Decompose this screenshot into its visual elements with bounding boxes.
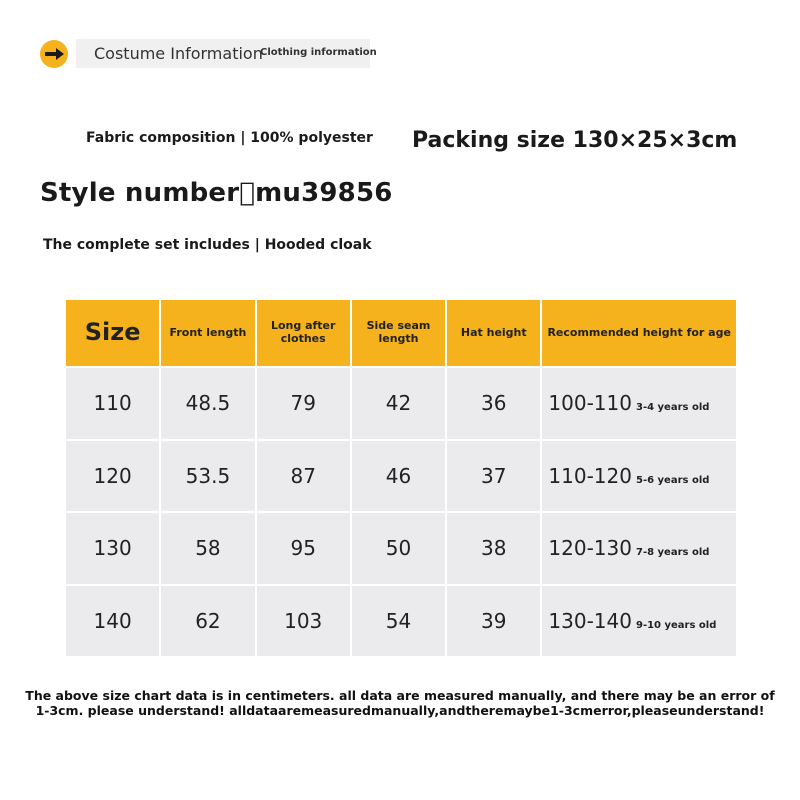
table-row: [66, 513, 736, 584]
measurement-note: The above size chart data is in centimeters. all data are measured manually, and there may be an error of 1-3cm. please understand! alldataaremeasuredmanually,andtheremaybe1-3cmerror,pleaseunderstand!: [25, 688, 775, 718]
column-header: Hat height: [447, 300, 540, 366]
side-seam-cell: 50: [352, 513, 445, 584]
height-range: 100-110: [548, 391, 632, 416]
table-row: [66, 586, 736, 657]
age-range: 9-10 years old: [635, 619, 717, 631]
section-title: Costume Information: [94, 44, 263, 63]
hat-height-cell: 39: [447, 586, 540, 657]
front-length-cell: 48.5: [161, 368, 254, 439]
long-after-cell: 95: [257, 513, 350, 584]
recommended-cell: [542, 513, 736, 584]
table-row: [66, 368, 736, 439]
age-range: 5-6 years old: [635, 474, 710, 486]
long-after-cell: 103: [257, 586, 350, 657]
recommended-cell: [542, 586, 736, 657]
size-chart-table: [64, 298, 738, 658]
style-number: Style number mu39856: [40, 178, 393, 208]
front-length-cell: 62: [161, 586, 254, 657]
fabric-composition: Fabric composition | 100% polyester: [86, 130, 373, 146]
section-header: [76, 39, 377, 68]
long-after-cell: 79: [257, 368, 350, 439]
front-length-cell: 58: [161, 513, 254, 584]
hat-height-cell: 38: [447, 513, 540, 584]
size-cell: 120: [66, 441, 159, 512]
recommended-cell: [542, 368, 736, 439]
side-seam-cell: 42: [352, 368, 445, 439]
set-includes: The complete set includes | Hooded cloak: [43, 237, 372, 253]
height-range: 110-120: [548, 463, 632, 488]
column-header: Recommended height for age: [542, 300, 736, 366]
height-range: 120-130: [548, 536, 632, 561]
side-seam-cell: 46: [352, 441, 445, 512]
recommended-cell: [542, 441, 736, 512]
packing-size: Packing size 130×25×3cm: [412, 128, 738, 153]
table-row: [66, 441, 736, 512]
column-header: Front length: [161, 300, 254, 366]
size-cell: 140: [66, 586, 159, 657]
size-cell: 130: [66, 513, 159, 584]
size-cell: 110: [66, 368, 159, 439]
section-subtitle: Clothing information: [260, 47, 377, 58]
age-range: 7-8 years old: [635, 547, 710, 559]
long-after-cell: 87: [257, 441, 350, 512]
column-header: Size: [66, 300, 159, 366]
table-header-row: [66, 300, 736, 366]
side-seam-cell: 54: [352, 586, 445, 657]
age-range: 3-4 years old: [635, 402, 710, 414]
column-header: Side seam length: [352, 300, 445, 366]
front-length-cell: 53.5: [161, 441, 254, 512]
hat-height-cell: 36: [447, 368, 540, 439]
hat-height-cell: 37: [447, 441, 540, 512]
column-header: Long after clothes: [257, 300, 350, 366]
height-range: 130-140: [548, 608, 632, 633]
arrow-right-icon: [40, 40, 68, 68]
